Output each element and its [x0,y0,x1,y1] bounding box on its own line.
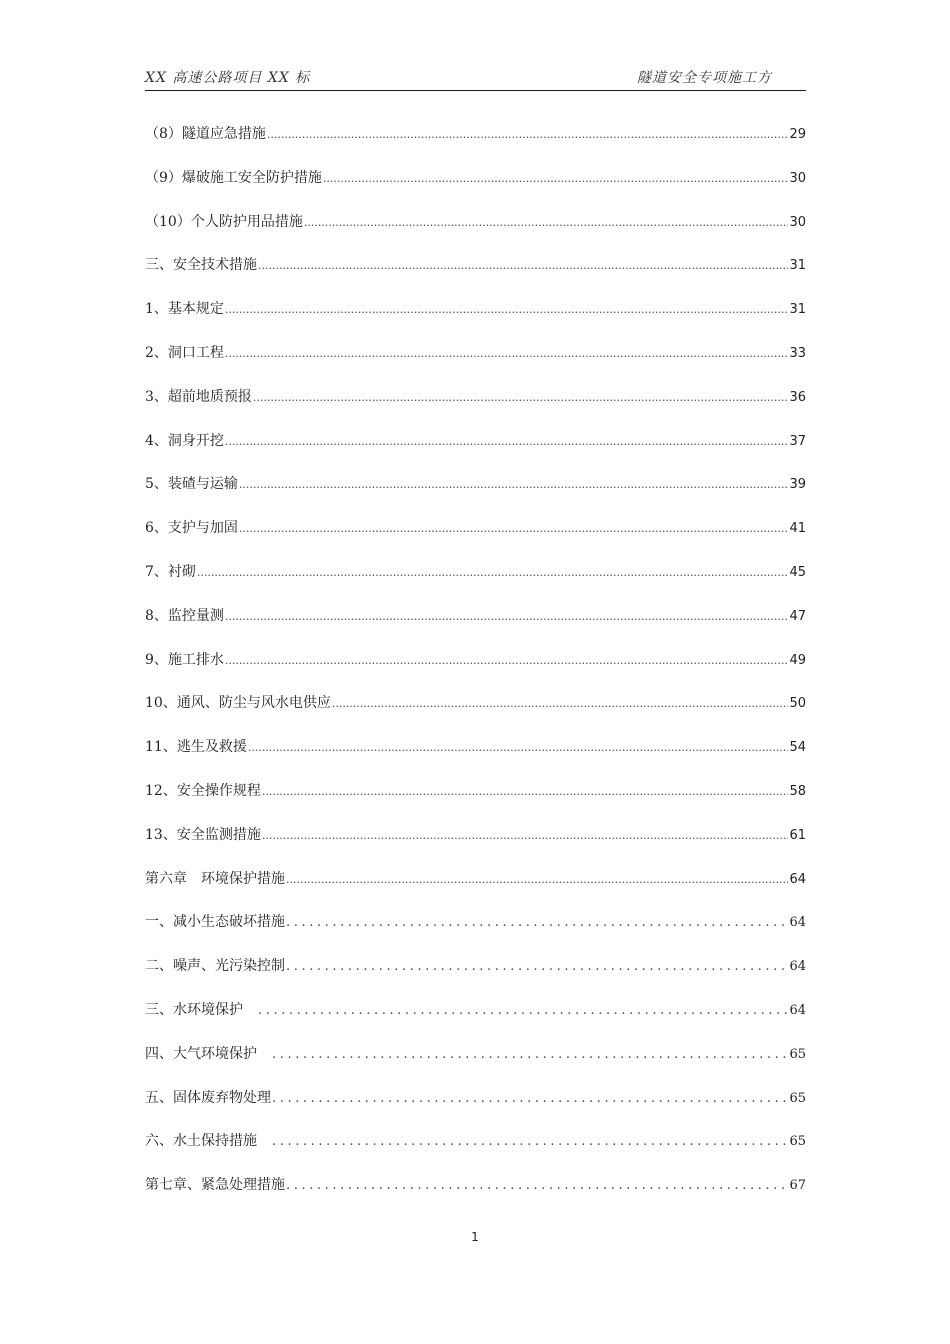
toc-entry-title: 9、施工排水 [145,651,224,668]
toc-entry-title: 6、支护与加固 [145,520,238,537]
toc-dot-leader [272,1045,788,1065]
toc-entry[interactable] [145,869,806,913]
toc-entry-page-number: 30 [789,214,806,230]
toc-dot-leader [272,1089,788,1109]
toc-entry-page-number: 50 [789,696,806,712]
toc-entry-title: （8）隧道应急措施 [145,126,266,142]
toc-entry-page-number: 65 [789,1046,806,1062]
toc-entry[interactable] [145,693,806,737]
toc-entry[interactable] [145,299,806,343]
toc-dot-leader [267,125,789,145]
toc-dot-leader [253,388,789,408]
toc-entry-title: 3、超前地质预报 [145,388,252,405]
toc-dot-leader [248,738,789,758]
toc-dot-leader [286,957,788,977]
toc-entry[interactable] [145,562,806,606]
toc-entry[interactable] [145,1000,806,1044]
toc-dot-leader [262,782,789,802]
toc-entry-page-number: 64 [789,1002,806,1018]
toc-entry-title: 六、水土保持措施 [145,1133,271,1150]
toc-entry[interactable] [145,255,806,299]
toc-entry[interactable] [145,825,806,869]
toc-entry-page-number: 41 [789,521,806,537]
toc-entry[interactable] [145,650,806,694]
toc-dot-leader [272,1132,788,1152]
toc-entry-page-number: 49 [789,652,806,668]
toc-entry-page-number: 65 [789,1134,806,1150]
toc-entry-title: 12、安全操作规程 [145,782,261,799]
toc-entry-page-number: 39 [789,477,806,493]
toc-dot-leader [286,913,788,933]
toc-entry[interactable] [145,387,806,431]
toc-entry-title: 7、衬砌 [145,563,196,580]
page-number: 1 [471,1230,479,1244]
toc-entry-page-number: 58 [789,783,806,799]
header-document-title: 隧道安全专项施工方 [637,70,772,86]
toc-entry[interactable] [145,606,806,650]
table-of-contents [145,124,806,1219]
toc-dot-leader [225,432,789,452]
toc-dot-leader [332,694,789,714]
toc-entry-page-number: 45 [789,564,806,580]
toc-entry-page-number: 47 [789,608,806,624]
toc-entry-title: 三、水环境保护 [145,1001,257,1018]
toc-entry-title: 二、噪声、光污染控制 [145,958,285,975]
toc-entry-title: 第七章、紧急处理措施 [145,1177,285,1194]
toc-entry-title: 5、装碴与运输 [145,476,238,493]
toc-dot-leader [262,826,789,846]
toc-entry-title: 10、通风、防尘与风水电供应 [145,695,331,712]
toc-entry[interactable] [145,343,806,387]
toc-entry-page-number: 31 [789,302,806,318]
toc-entry[interactable] [145,474,806,518]
toc-entry[interactable] [145,781,806,825]
toc-entry-page-number: 61 [789,827,806,843]
toc-entry-title: 三、安全技术措施 [145,257,257,274]
toc-dot-leader [239,519,789,539]
toc-entry-title: 四、大气环境保护 [145,1045,271,1062]
toc-entry-title: 11、逃生及救援 [145,739,247,756]
toc-entry-title: 4、洞身开挖 [145,432,224,449]
toc-dot-leader [225,300,789,320]
toc-dot-leader [286,1176,788,1196]
header-project-title: XX 高速公路项目 XX 标 [145,70,311,86]
toc-entry-page-number: 64 [789,915,806,931]
toc-dot-leader [286,870,788,890]
toc-entry-title: 8、监控量测 [145,607,224,624]
toc-entry-title: 2、洞口工程 [145,344,224,361]
toc-entry-title: 1、基本规定 [145,301,224,318]
toc-entry-title: 一、减小生态破坏措施 [145,914,285,931]
toc-dot-leader [197,563,789,583]
toc-entry[interactable] [145,124,806,168]
toc-entry[interactable] [145,518,806,562]
toc-entry-page-number: 33 [789,345,806,361]
toc-entry-page-number: 31 [789,258,806,274]
toc-entry[interactable] [145,1044,806,1088]
toc-dot-leader [258,256,788,276]
page-header [145,70,806,91]
toc-dot-leader [304,213,789,233]
toc-entry[interactable] [145,168,806,212]
toc-dot-leader [225,607,789,627]
toc-entry[interactable] [145,1088,806,1132]
toc-dot-leader [225,651,789,671]
toc-entry-page-number: 54 [789,740,806,756]
toc-entry-title: 第六章 环境保护措施 [145,870,285,887]
toc-entry-page-number: 65 [789,1090,806,1106]
toc-entry-title: （9）爆破施工安全防护措施 [145,169,322,186]
toc-entry-page-number: 64 [789,871,806,887]
toc-entry-page-number: 36 [789,389,806,405]
toc-entry[interactable] [145,1131,806,1175]
toc-entry[interactable] [145,1175,806,1219]
toc-entry-page-number: 67 [789,1178,806,1194]
toc-entry-page-number: 29 [789,127,806,142]
toc-dot-leader [239,475,789,495]
toc-entry-page-number: 37 [789,433,806,449]
toc-entry-title: 13、安全监测措施 [145,826,261,843]
toc-entry-title: （10）个人防护用品措施 [145,213,303,230]
toc-entry[interactable] [145,212,806,256]
toc-dot-leader [323,169,789,189]
toc-entry-page-number: 30 [789,170,806,186]
toc-entry[interactable] [145,956,806,1000]
toc-entry-title: 五、固体废弃物处理 [145,1089,271,1106]
toc-dot-leader [225,344,789,364]
toc-entry[interactable] [145,431,806,475]
toc-entry-page-number: 64 [789,959,806,975]
toc-dot-leader [258,1001,788,1021]
toc-entry[interactable] [145,912,806,956]
toc-entry[interactable] [145,737,806,781]
